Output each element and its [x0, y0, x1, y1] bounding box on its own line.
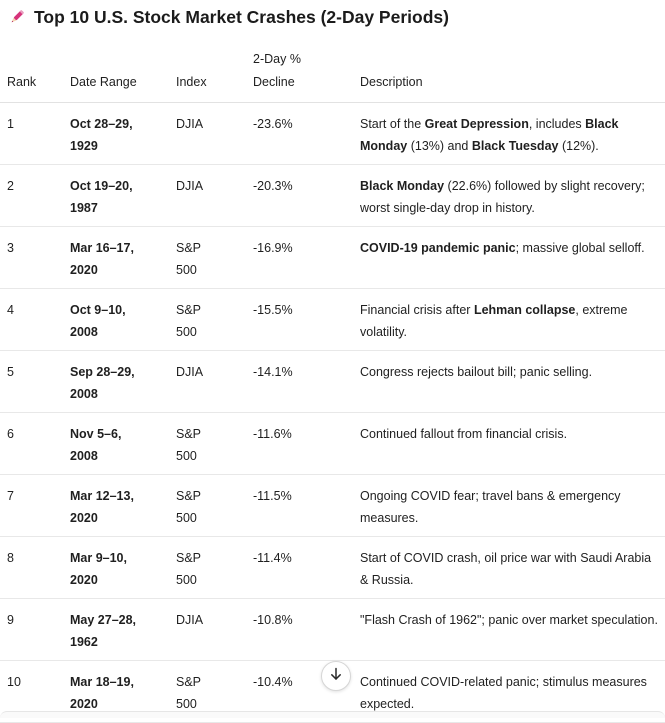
table-row: [0, 165, 665, 227]
cell-description: [353, 351, 665, 413]
cell-rank: 8: [0, 537, 63, 599]
desc-text: (22.6%) followed by slight recovery; worst single-day drop in history.: [360, 179, 645, 215]
cell-rank: 2: [0, 165, 63, 227]
cell-date-range: [63, 351, 169, 413]
cell-rank: 6: [0, 413, 63, 475]
cell-index-line1: S&P: [176, 427, 202, 441]
desc-bold-text: Black Monday: [360, 117, 619, 153]
desc-bold-text: Lehman collapse: [473, 303, 576, 317]
cell-decline: -20.3%: [246, 165, 353, 227]
cell-date-line1: Mar 16–17,: [70, 241, 134, 255]
desc-text: , includes: [528, 117, 586, 131]
cell-date-line2: 2008: [70, 449, 98, 463]
table-row: [0, 227, 665, 289]
table-row: [0, 599, 665, 661]
cell-date-range: [63, 537, 169, 599]
cell-description: [353, 165, 665, 227]
cell-decline: -11.6%: [246, 413, 353, 475]
cell-date-line2: 1962: [70, 635, 98, 649]
cell-rank: 3: [0, 227, 63, 289]
desc-text: , extreme volatility.: [360, 303, 628, 339]
cell-date-line2: 2008: [70, 387, 98, 401]
pencil-crayon-icon: [8, 8, 26, 26]
table-row: [0, 413, 665, 475]
cell-index-line2: 500: [176, 449, 197, 463]
cell-index-line1: S&P: [176, 303, 202, 317]
cell-decline: -14.1%: [246, 351, 353, 413]
cell-rank: 5: [0, 351, 63, 413]
cell-index: [169, 289, 246, 351]
header-decline: [246, 44, 353, 103]
cell-description: [353, 227, 665, 289]
header-index: Index: [169, 44, 246, 103]
cell-date-line1: Sep 28–29,: [70, 365, 135, 379]
cell-decline: -11.5%: [246, 475, 353, 537]
desc-text: "Flash Crash of 1962"; panic over market speculation.: [360, 613, 658, 627]
table-row: [0, 475, 665, 537]
cell-decline: -16.9%: [246, 227, 353, 289]
cell-index-line2: 500: [176, 573, 197, 587]
cell-index-line1: DJIA: [176, 613, 204, 627]
cell-rank: 4: [0, 289, 63, 351]
cell-description: [353, 413, 665, 475]
cell-index: [169, 537, 246, 599]
cell-index-line1: S&P: [176, 241, 202, 255]
table-row: [0, 537, 665, 599]
desc-bold-text: Black Tuesday: [471, 139, 559, 153]
cell-index-line1: DJIA: [176, 365, 204, 379]
cell-rank: 10: [0, 661, 63, 723]
cell-rank: 7: [0, 475, 63, 537]
message-composer-edge[interactable]: [0, 711, 665, 718]
cell-index: [169, 103, 246, 165]
cell-date-line1: Oct 28–29,: [70, 117, 133, 131]
header-rank: Rank: [0, 44, 63, 103]
cell-index-line2: 500: [176, 325, 197, 339]
cell-date-line2: 2008: [70, 325, 98, 339]
header-date-range: Date Range: [63, 44, 169, 103]
cell-date-line2: 2020: [70, 697, 98, 711]
desc-text: Congress rejects bailout bill; panic selling.: [360, 365, 593, 379]
cell-index-line1: S&P: [176, 489, 202, 503]
desc-bold-text: Black Monday: [360, 179, 445, 193]
cell-description: [353, 599, 665, 661]
cell-index: [169, 227, 246, 289]
desc-text: (12%).: [558, 139, 599, 153]
cell-description: [353, 475, 665, 537]
cell-date-line1: Mar 18–19,: [70, 675, 134, 689]
cell-date-range: [63, 413, 169, 475]
cell-date-line2: 2020: [70, 573, 98, 587]
desc-text: Start of the: [360, 117, 425, 131]
cell-date-line2: 1929: [70, 139, 98, 153]
cell-date-line2: 2020: [70, 263, 98, 277]
cell-date-line1: Oct 19–20,: [70, 179, 133, 193]
cell-rank: 1: [0, 103, 63, 165]
cell-date-line1: Mar 12–13,: [70, 489, 134, 503]
heading-title: Top 10 U.S. Stock Market Crashes (2-Day Periods): [34, 6, 449, 27]
desc-text: (13%) and: [407, 139, 472, 153]
cell-index-line2: 500: [176, 263, 197, 277]
cell-date-line2: 2020: [70, 511, 98, 525]
table-header-row: [0, 44, 665, 103]
desc-text: Continued COVID-related panic; stimulus measures expected.: [360, 675, 647, 711]
cell-description: [353, 537, 665, 599]
cell-index-line1: S&P: [176, 675, 202, 689]
cell-date-range: [63, 227, 169, 289]
response-heading: [8, 5, 449, 29]
desc-text: Financial crisis after: [360, 303, 474, 317]
cell-index: [169, 599, 246, 661]
header-decline-line2: Decline: [253, 75, 295, 89]
cell-index: [169, 165, 246, 227]
cell-decline: -10.4%: [246, 661, 353, 723]
cell-decline: -10.8%: [246, 599, 353, 661]
table-row: [0, 351, 665, 413]
table-row: [0, 103, 665, 165]
cell-index-line1: DJIA: [176, 179, 204, 193]
cell-index: [169, 413, 246, 475]
desc-bold-text: COVID-19 pandemic panic: [360, 241, 516, 255]
desc-text: Ongoing COVID fear; travel bans & emergency measures.: [360, 489, 621, 525]
cell-description: [353, 289, 665, 351]
cell-date-line1: May 27–28,: [70, 613, 137, 627]
cell-date-line1: Mar 9–10,: [70, 551, 127, 565]
cell-date-line2: 1987: [70, 201, 98, 215]
cell-rank: 9: [0, 599, 63, 661]
crashes-table: [0, 44, 665, 723]
cell-index-line1: S&P: [176, 551, 202, 565]
cell-date-range: [63, 475, 169, 537]
cell-date-line1: Nov 5–6,: [70, 427, 122, 441]
cell-index: [169, 351, 246, 413]
cell-decline: -11.4%: [246, 537, 353, 599]
desc-bold-text: Great Depression: [424, 117, 529, 131]
cell-date-line1: Oct 9–10,: [70, 303, 126, 317]
cell-date-range: [63, 289, 169, 351]
cell-index-line1: DJIA: [176, 117, 204, 131]
desc-text: Continued fallout from financial crisis.: [360, 427, 568, 441]
cell-index-line2: 500: [176, 511, 197, 525]
cell-description: [353, 103, 665, 165]
desc-text: Start of COVID crash, oil price war with Saudi Arabia & Russia.: [360, 551, 652, 587]
header-decline-line1: 2-Day %: [253, 52, 301, 66]
cell-decline: -23.6%: [246, 103, 353, 165]
cell-index-line2: 500: [176, 697, 197, 711]
cell-decline: -15.5%: [246, 289, 353, 351]
cell-date-range: [63, 599, 169, 661]
arrow-down-icon: [329, 667, 343, 686]
cell-date-range: [63, 165, 169, 227]
cell-date-range: [63, 103, 169, 165]
header-description: Description: [353, 44, 665, 103]
scroll-to-bottom-button[interactable]: [321, 661, 351, 691]
desc-text: ; massive global selloff.: [515, 241, 645, 255]
table-body: [0, 103, 665, 723]
cell-index: [169, 475, 246, 537]
table-row: [0, 289, 665, 351]
